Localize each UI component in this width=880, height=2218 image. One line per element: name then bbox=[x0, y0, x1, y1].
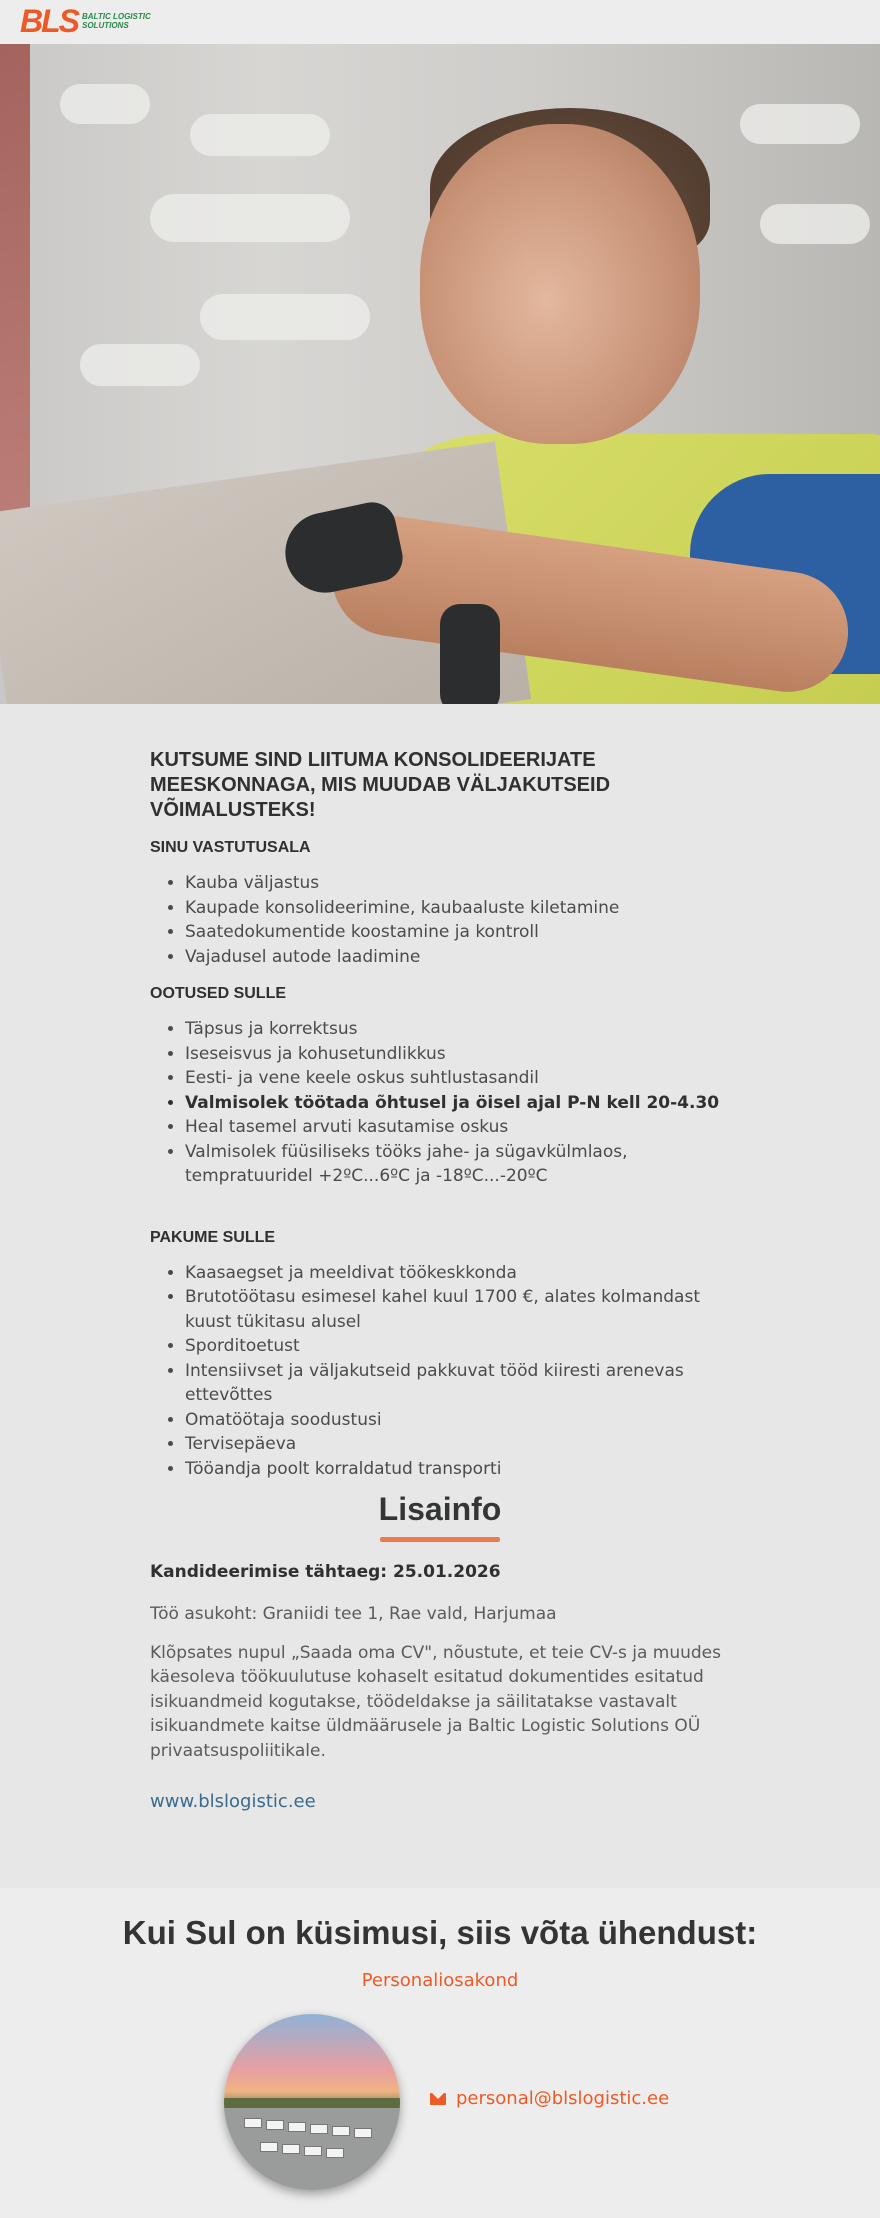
photo-truck bbox=[260, 2142, 278, 2152]
list-item: • Tervisepäeva bbox=[185, 1432, 730, 1457]
hero-shelf bbox=[80, 344, 200, 386]
privacy-consent-text: Klõpsates nupul „Saada oma CV", nõustute, et teie CV-s ja muudes käesoleva töökuulutuse kohaselt esitatud dokumentides esitatud isikuandmeid kogutakse, töödeldakse ja säilitatakse vastavalt isikuandmete kaitse üldmäärusele ja Baltic Logistic Solutions OÜ privaatsuspoliitikale. bbox=[150, 1642, 721, 1761]
photo-truck bbox=[310, 2124, 328, 2134]
list-item: • Eesti- ja vene keele oskus suhtlustasandil bbox=[185, 1066, 730, 1091]
list-item: • Intensiivset ja väljakutseid pakkuvat tööd kiiresti arenevas ettevõttes bbox=[185, 1359, 730, 1408]
hero-shelf bbox=[150, 194, 350, 242]
hero-face bbox=[420, 124, 700, 444]
list-item: • Heal tasemel arvuti kasutamise oskus bbox=[185, 1115, 730, 1140]
responsibilities-list bbox=[150, 871, 730, 969]
logo-text bbox=[82, 12, 151, 30]
list-item: • Kaupade konsolideerimine, kaubaaluste kiletamine bbox=[185, 896, 730, 921]
expectations-title: OOTUSED SULLE bbox=[150, 985, 287, 1002]
photo-truck bbox=[288, 2122, 306, 2132]
photo-truck bbox=[332, 2126, 350, 2136]
hero-shelf bbox=[190, 114, 330, 156]
list-item: • Tööandja poolt korraldatud transporti bbox=[185, 1457, 730, 1482]
list-item: • Kauba väljastus bbox=[185, 871, 730, 896]
contact-section bbox=[0, 1888, 880, 2218]
list-item: • Valmisolek füüsiliseks tööks jahe- ja sügavkülmlaos, tempratuuridel +2ºC...6ºC ja -18ºC...-20ºC bbox=[185, 1140, 730, 1189]
hero-image bbox=[0, 44, 880, 704]
list-item: • Sporditoetust bbox=[185, 1334, 730, 1359]
envelope-icon bbox=[430, 2093, 446, 2105]
hero-shelf bbox=[740, 104, 860, 144]
photo-truck bbox=[326, 2148, 344, 2158]
logo-text-line1: BALTIC LOGISTIC bbox=[82, 12, 151, 21]
info-title: Lisainfo bbox=[378, 1491, 502, 1527]
list-item: • Vajadusel autode laadimine bbox=[185, 945, 730, 970]
list-item: • Brutotöötasu esimesel kahel kuul 1700 €, alates kolmandast kuust tükitasu alusel bbox=[185, 1285, 730, 1334]
logo-text-line2: SOLUTIONS bbox=[82, 21, 129, 30]
site-header bbox=[0, 0, 880, 44]
list-item: • Kaasaegset ja meeldivat töökeskkonda bbox=[185, 1261, 730, 1286]
info-title-underline bbox=[380, 1537, 500, 1542]
list-item: • Iseseisvus ja kohusetundlikkus bbox=[185, 1042, 730, 1067]
job-description bbox=[150, 748, 730, 1812]
list-item: • Täpsus ja korrektsus bbox=[185, 1017, 730, 1042]
responsibilities-title: SINU VASTUTUSALA bbox=[150, 839, 311, 856]
contact-title: Kui Sul on küsimusi, siis võta ühendust: bbox=[122, 1914, 758, 1951]
hero-shelf bbox=[0, 44, 30, 544]
application-deadline: Kandideerimise tähtaeg: 25.01.2026 bbox=[150, 1562, 501, 1582]
photo-truck bbox=[282, 2144, 300, 2154]
job-headline: KUTSUME SIND LIITUMA KONSOLIDEERIJATE MEESKONNAGA, MIS MUUDAB VÄLJAKUTSEID VÕIMALUSTEKS! bbox=[150, 749, 611, 821]
list-item: • Valmisolek töötada õhtusel ja öisel ajal P-N kell 20-4.30 bbox=[185, 1091, 730, 1116]
hero-shelf bbox=[200, 294, 370, 340]
list-item: • Omatöötaja soodustusi bbox=[185, 1408, 730, 1433]
barcode-scanner-handle bbox=[440, 604, 500, 704]
photo-truck bbox=[354, 2128, 372, 2138]
hero-shelf bbox=[60, 84, 150, 124]
email-contact bbox=[430, 2088, 669, 2109]
logo-mark: BLS bbox=[20, 3, 78, 39]
list-item: • Saatedokumentide koostamine ja kontroll bbox=[185, 920, 730, 945]
photo-truck bbox=[244, 2118, 262, 2128]
photo-truck bbox=[304, 2146, 322, 2156]
job-location: Töö asukoht: Graniidi tee 1, Rae vald, Harjumaa bbox=[150, 1604, 557, 1624]
expectations-list bbox=[150, 1017, 730, 1189]
truck-yard-photo bbox=[224, 2014, 400, 2190]
offer-list bbox=[150, 1261, 730, 1482]
offer-title: PAKUME SULLE bbox=[150, 1228, 276, 1246]
contact-department: Personaliosakond bbox=[361, 1970, 519, 1991]
website-link[interactable]: www.blslogistic.ee bbox=[150, 1791, 316, 1812]
hero-shelf bbox=[760, 204, 870, 244]
photo-truck bbox=[266, 2120, 284, 2130]
email-link[interactable]: personal@blslogistic.ee bbox=[456, 2088, 670, 2109]
bls-logo[interactable] bbox=[20, 3, 151, 39]
